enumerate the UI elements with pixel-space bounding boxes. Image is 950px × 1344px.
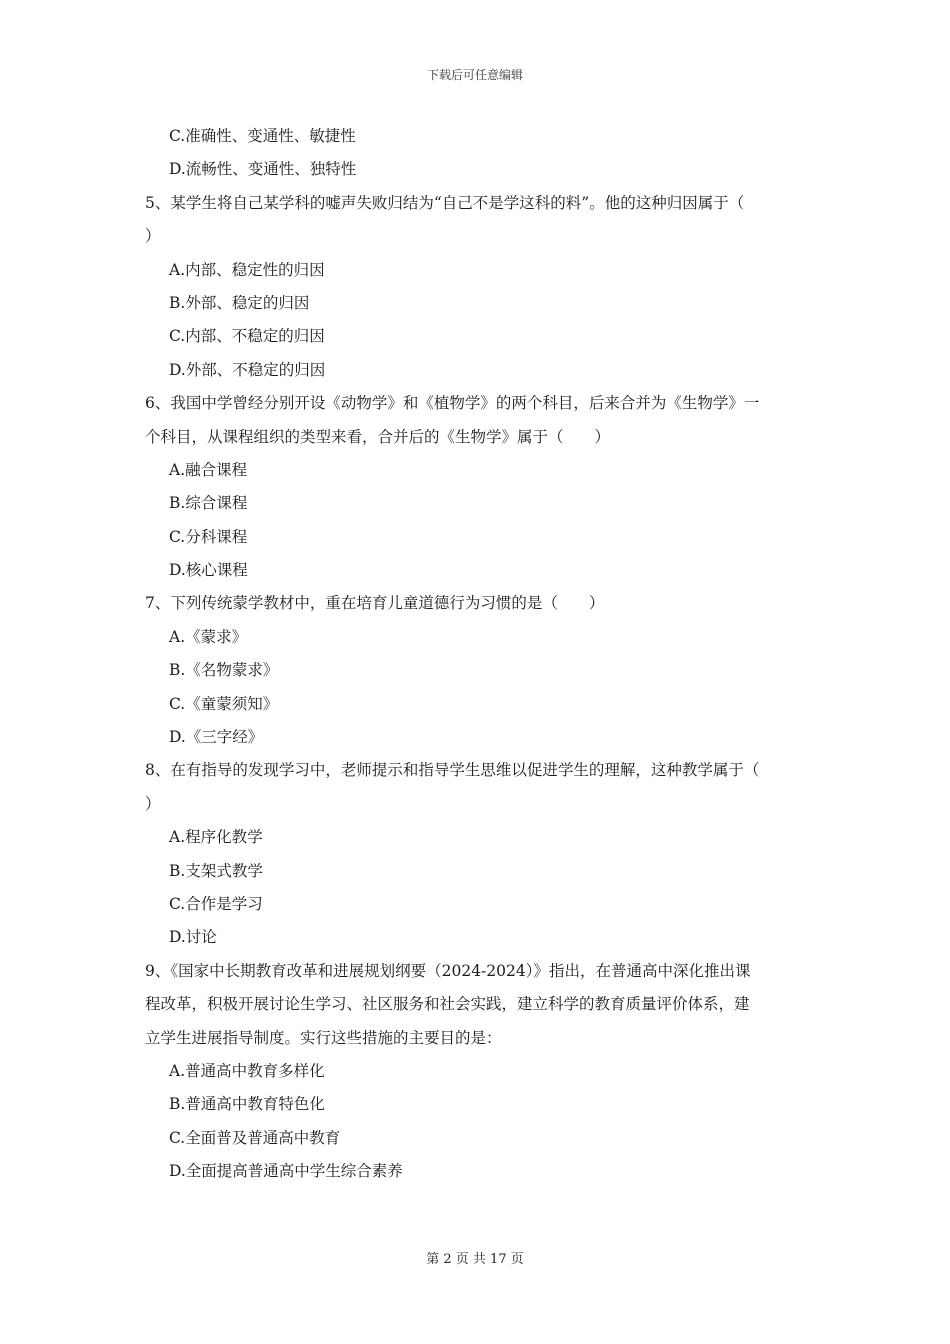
option-line: D.讨论 [169, 928, 217, 947]
question-line: 5、某学生将自己某学科的嘘声失败归结为“自己不是学这科的料”。他的这种归因属于（ [145, 193, 745, 212]
page-footer: 第 2 页 共 17 页 [426, 1252, 524, 1267]
question-continuation: 立学生进展指导制度。实行这些措施的主要目的是： [145, 1028, 502, 1047]
option-line: D.核心课程 [169, 561, 248, 580]
question-line: 8、在有指导的发现学习中，老师提示和指导学生思维以促进学生的理解，这种教学属于（ [145, 761, 760, 780]
option-line: D.全面提高普通高中学生综合素养 [169, 1162, 403, 1181]
option-line: B.支架式教学 [169, 861, 263, 880]
document-body [145, 120, 810, 1189]
option-line: D.《三字经》 [169, 728, 264, 747]
option-line: D.外部、不稳定的归因 [169, 360, 326, 379]
option-line: A.普通高中教育多样化 [169, 1061, 325, 1080]
question-line: 9、《国家中长期教育改革和进展规划纲要（2024-2024）》指出，在普通高中深化推出课 [145, 961, 751, 980]
option-line: C.内部、不稳定的归因 [169, 327, 325, 346]
question-continuation: ） [145, 794, 161, 813]
question-continuation: 程改革，积极开展讨论生学习、社区服务和社会实践，建立科学的教育质量评价体系，建 [145, 995, 750, 1014]
option-line: B.《名物蒙求》 [169, 661, 279, 680]
option-line: B.普通高中教育特色化 [169, 1095, 325, 1114]
question-continuation: ） [145, 227, 161, 246]
option-line: C.准确性、变通性、敏捷性 [169, 127, 356, 145]
question-continuation: 个科目，从课程组织的类型来看，合并后的《生物学》属于（ ） [145, 427, 611, 446]
option-line: C.分科课程 [169, 527, 248, 546]
option-line: A.程序化教学 [169, 828, 263, 847]
option-line: B.外部、稳定的归因 [169, 293, 310, 312]
option-line: A.融合课程 [169, 460, 248, 479]
option-line: D.流畅性、变通性、独特性 [169, 160, 357, 179]
option-line: C.《童蒙须知》 [169, 694, 279, 713]
option-line: A.内部、稳定性的归因 [169, 260, 325, 279]
option-line: B.综合课程 [169, 494, 248, 513]
question-line: 6、我国中学曾经分别开设《动物学》和《植物学》的两个科目，后来合并为《生物学》一 [145, 394, 760, 413]
option-line: C.合作是学习 [169, 894, 263, 913]
option-line: C.全面普及普通高中教育 [169, 1128, 341, 1147]
page-header: 下载后可任意编辑 [426, 68, 523, 82]
question-line: 7、下列传统蒙学教材中，重在培育儿童道德行为习惯的是（ ） [145, 594, 605, 613]
option-line: A.《蒙求》 [169, 627, 248, 646]
